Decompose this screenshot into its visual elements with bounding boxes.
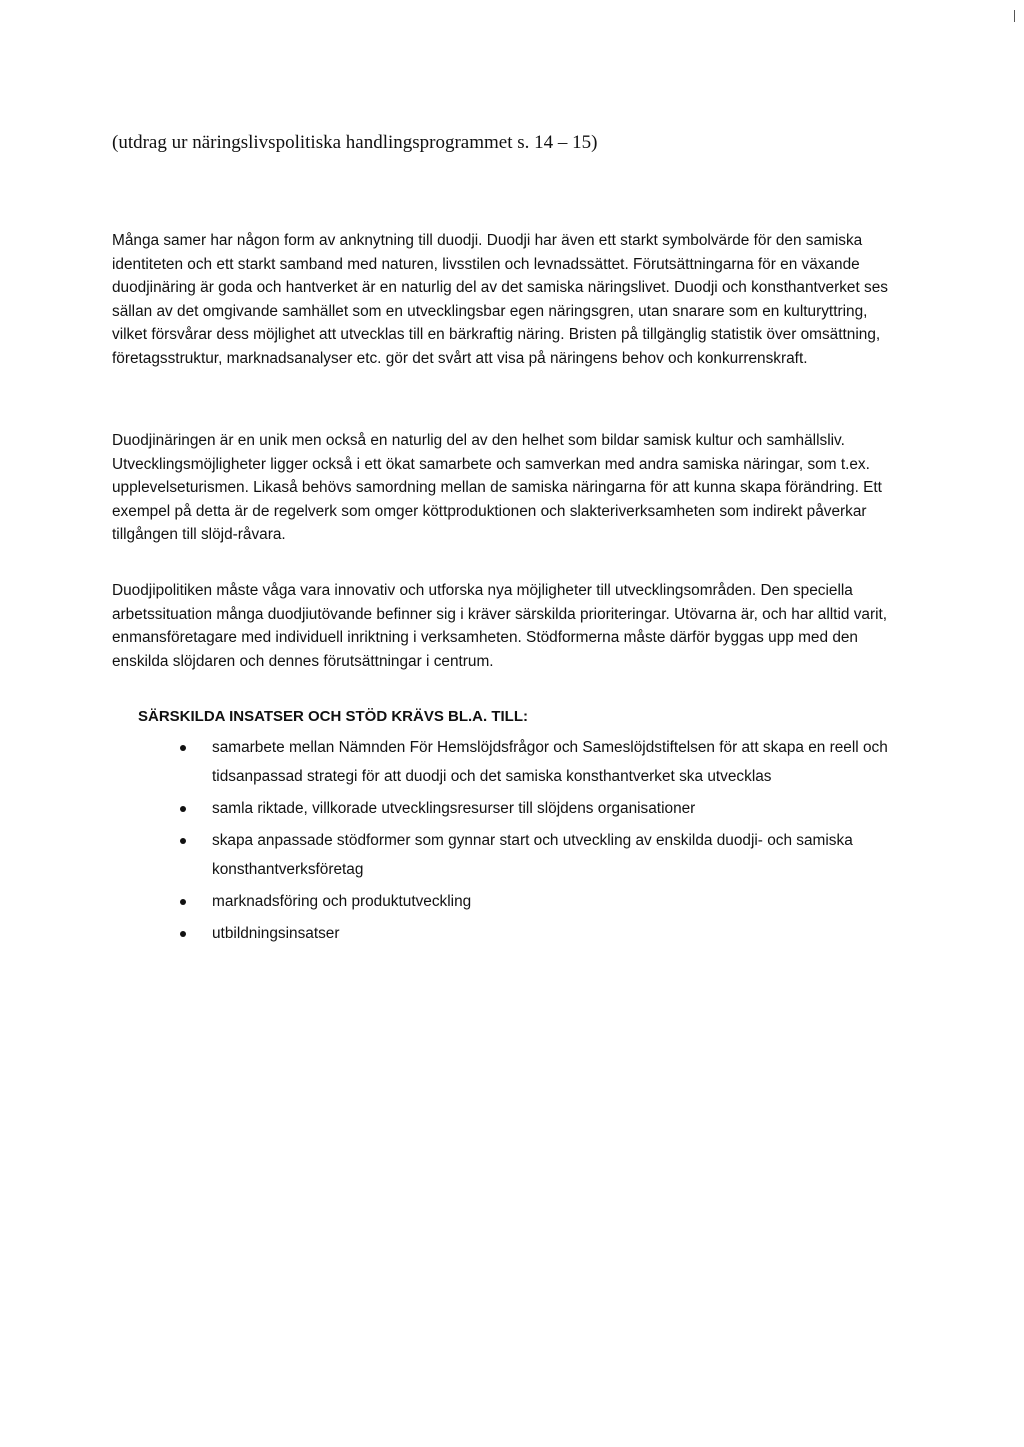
bullet-list <box>180 733 900 951</box>
paragraph-1: Många samer har någon form av anknytning till duodji. Duodji har även ett starkt symbolvärde för den samiska identiteten och ett starkt samband med naturen, livsstilen och levnadssättet. Förutsättningarna för en växande duodjinäring är goda och hantverket är en naturlig del av det samiska näringslivet. Duodji och konsthantverket ses sällan av det omgivande samhället som en utvecklingsbar egen näringsgren, utan snarare som en kulturyttring, vilket försvårar dess möjlighet att utvecklas till en bärkraftig näring. Bristen på tillgänglig statistik över omsättning, företagsstruktur, marknadsanalyser etc. gör det svårt att visa på näringens behov och konkurrenskraft. <box>112 232 888 367</box>
bullet-icon <box>180 806 186 812</box>
list-item <box>180 919 900 948</box>
list-item <box>180 826 900 884</box>
page-title: (utdrag ur näringslivspolitiska handlingsprogrammet s. 14 – 15) <box>112 132 598 153</box>
list-item <box>180 794 900 823</box>
bullet-icon <box>180 931 186 937</box>
list-item-text: samla riktade, villkorade utvecklingsresurser till slöjdens organisationer <box>212 800 696 817</box>
paragraph-2: Duodjinäringen är en unik men också en naturlig del av den helhet som bildar samisk kultur och samhällsliv. Utvecklingsmöjligheter ligger också i ett ökat samarbete och samverkan med andra samiska näringar, som t.ex. upplevelseturismen. Likaså behövs samordning mellan de samiska näringarna för att kunna skapa förändring. Ett exempel på detta är de regelverk som omger köttproduktionen och slakteriverksamheten som indirekt påverkar tillgången till slöjd-råvara. <box>112 432 882 544</box>
list-item <box>180 887 900 916</box>
bullet-icon <box>180 899 186 905</box>
list-item <box>180 733 900 791</box>
list-item-text: utbildningsinsatser <box>212 925 340 942</box>
list-item-text: samarbete mellan Nämnden För Hemslöjdsfrågor och Sameslöjdstiftelsen för att skapa en reell och tidsanpassad strategi för att duodji och det samiska konsthantverket ska utvecklas <box>212 739 888 785</box>
list-item-text: skapa anpassade stödformer som gynnar start och utveckling av enskilda duodji- och samiska konsthantverksföretag <box>212 832 853 878</box>
bullet-icon <box>180 838 186 844</box>
section-heading: SÄRSKILDA INSATSER OCH STÖD KRÄVS BL.A. TILL: <box>138 708 528 725</box>
paragraph-3: Duodjipolitiken måste våga vara innovativ och utforska nya möjligheter till utvecklingsområden. Den speciella arbetssituation många duodjiutövande befinner sig i kräver särskilda prioriteringar. Utövarna är, och har alltid varit, enmansföretagare med individuell inriktning i verksamheten. Stödformerna måste därför byggas upp med den enskilda slöjdaren och dennes förutsättningar i centrum. <box>112 582 888 670</box>
list-item-text: marknadsföring och produktutveckling <box>212 893 472 910</box>
bullet-icon <box>180 745 186 751</box>
scan-edge-mark <box>1014 10 1015 22</box>
